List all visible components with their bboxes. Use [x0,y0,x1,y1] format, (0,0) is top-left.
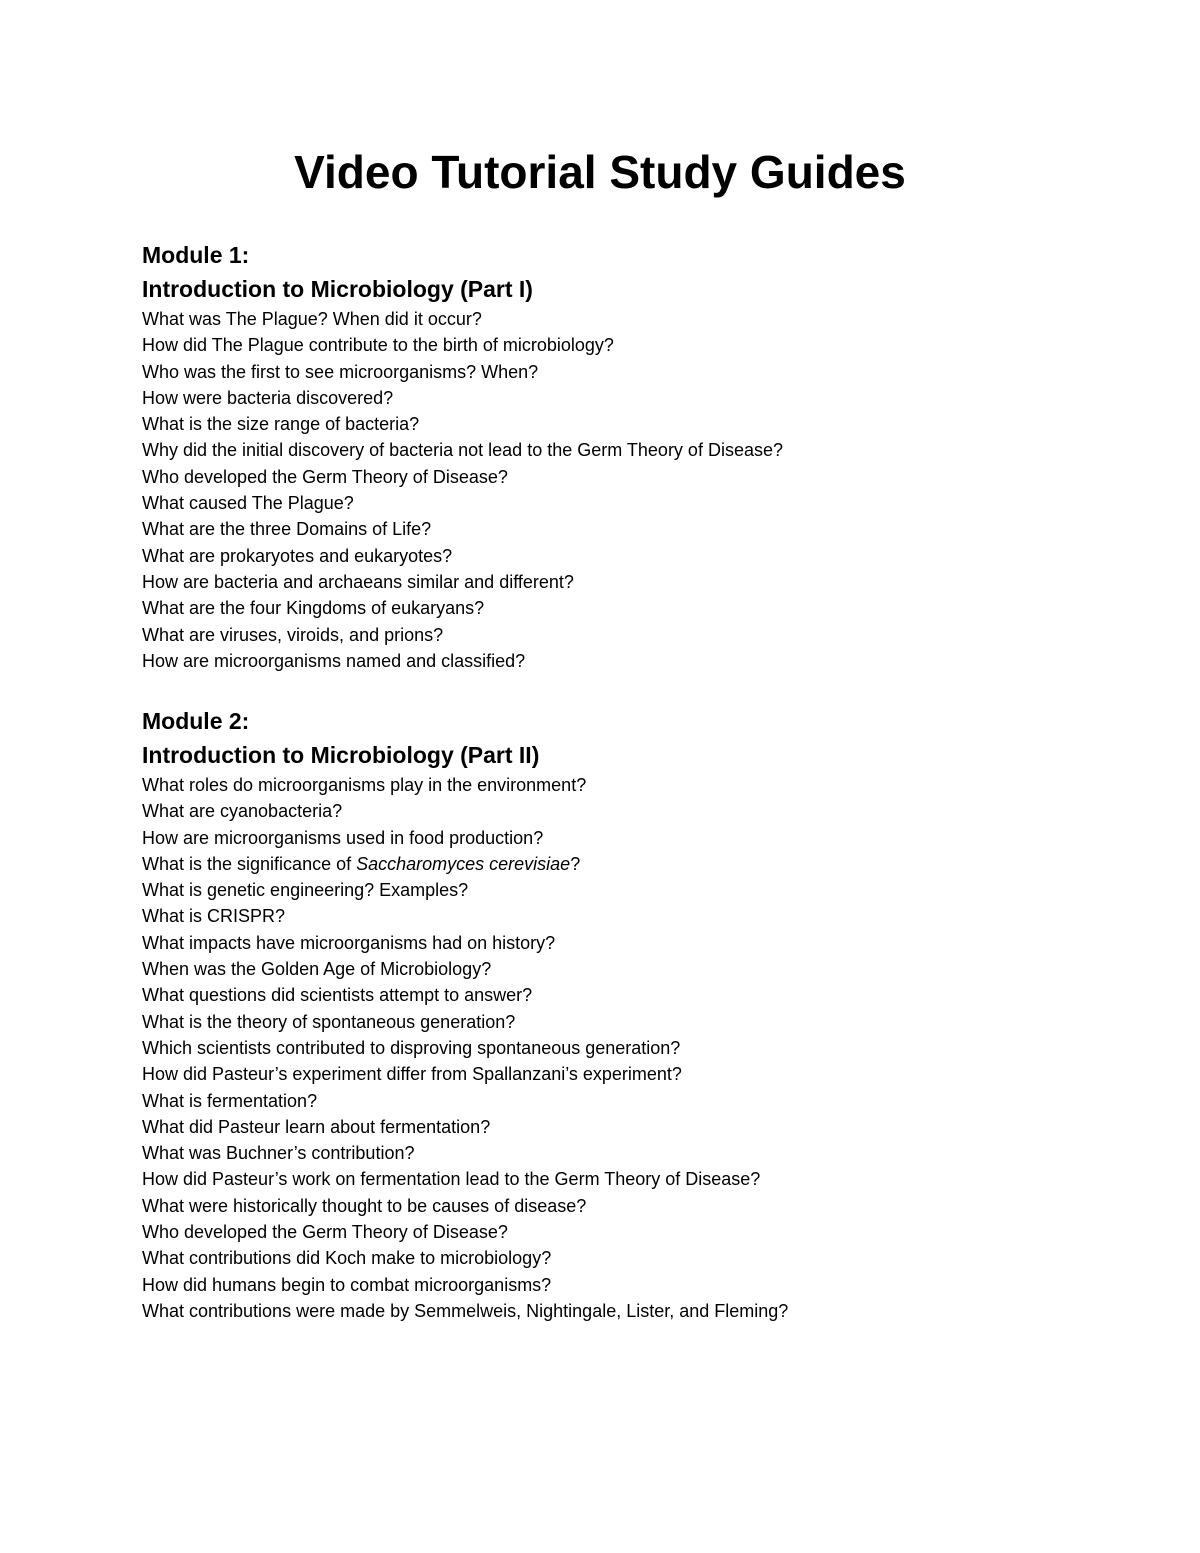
question-item: How were bacteria discovered? [142,387,394,408]
question-item: How did humans begin to combat microorganisms? [142,1274,552,1295]
question-item: Who developed the Germ Theory of Disease? [142,466,508,487]
question-item: What impacts have microorganisms had on history? [142,932,556,953]
module-heading: Introduction to Microbiology (Part I) [142,276,533,302]
species-name: Saccharomyces cerevisiae [356,853,571,874]
question-item: How are microorganisms named and classified? [142,650,526,671]
question-item: What are viruses, viroids, and prions? [142,624,444,645]
question-item: Why did the initial discovery of bacteria not lead to the Germ Theory of Disease? [142,440,783,461]
question-list [142,772,1122,1324]
question-item: What was Buchner’s contribution? [142,1143,415,1164]
question-item: What did Pasteur learn about fermentation? [142,1116,491,1137]
module-heading: Introduction to Microbiology (Part II) [142,742,540,768]
question-item: What is fermentation? [142,1090,318,1111]
question-item: What is the theory of spontaneous generation? [142,1011,516,1032]
question-item: How are microorganisms used in food production? [142,827,544,848]
question-text: What is the significance of [142,853,357,874]
question-item: What questions did scientists attempt to answer? [142,985,533,1006]
question-item: How did Pasteur’s experiment differ from Spallanzani’s experiment? [142,1064,682,1085]
question-item: What are prokaryotes and eukaryotes? [142,545,453,566]
question-item: What caused The Plague? [142,493,354,514]
question-item: How did The Plague contribute to the birth of microbiology? [142,335,614,356]
question-item: What was The Plague? When did it occur? [142,309,482,329]
module-section-2 [142,704,1122,1324]
question-item: What contributions did Koch make to microbiology? [142,1248,552,1269]
question-item: What roles do microorganisms play in the environment? [142,775,587,795]
module-label: Module 1: [142,242,250,268]
question-item: What are the four Kingdoms of eukaryans? [142,598,485,619]
question-text: ? [570,853,581,874]
question-item: What are cyanobacteria? [142,801,343,822]
question-item: How are bacteria and archaeans similar and different? [142,571,574,592]
question-item: What is the size range of bacteria? [142,414,420,435]
question-item: Who was the first to see microorganisms? When? [142,361,539,382]
question-list [142,306,1122,674]
question-item: What contributions were made by Semmelweis, Nightingale, Lister, and Fleming? [142,1300,789,1321]
question-item: What are the three Domains of Life? [142,519,432,540]
question-item: Which scientists contributed to disproving spontaneous generation? [142,1037,681,1058]
question-item: What were historically thought to be causes of disease? [142,1195,587,1216]
question-item: When was the Golden Age of Microbiology? [142,959,492,980]
page-title: Video Tutorial Study Guides [294,146,906,198]
question-item: What is genetic engineering? Examples? [142,880,469,901]
module-section-1 [142,238,1122,674]
question-item [142,851,1122,877]
question-item: Who developed the Germ Theory of Disease? [142,1222,508,1243]
question-item: What is CRISPR? [142,906,286,927]
question-item: How did Pasteur’s work on fermentation lead to the Germ Theory of Disease? [142,1169,761,1190]
module-label: Module 2: [142,708,250,734]
